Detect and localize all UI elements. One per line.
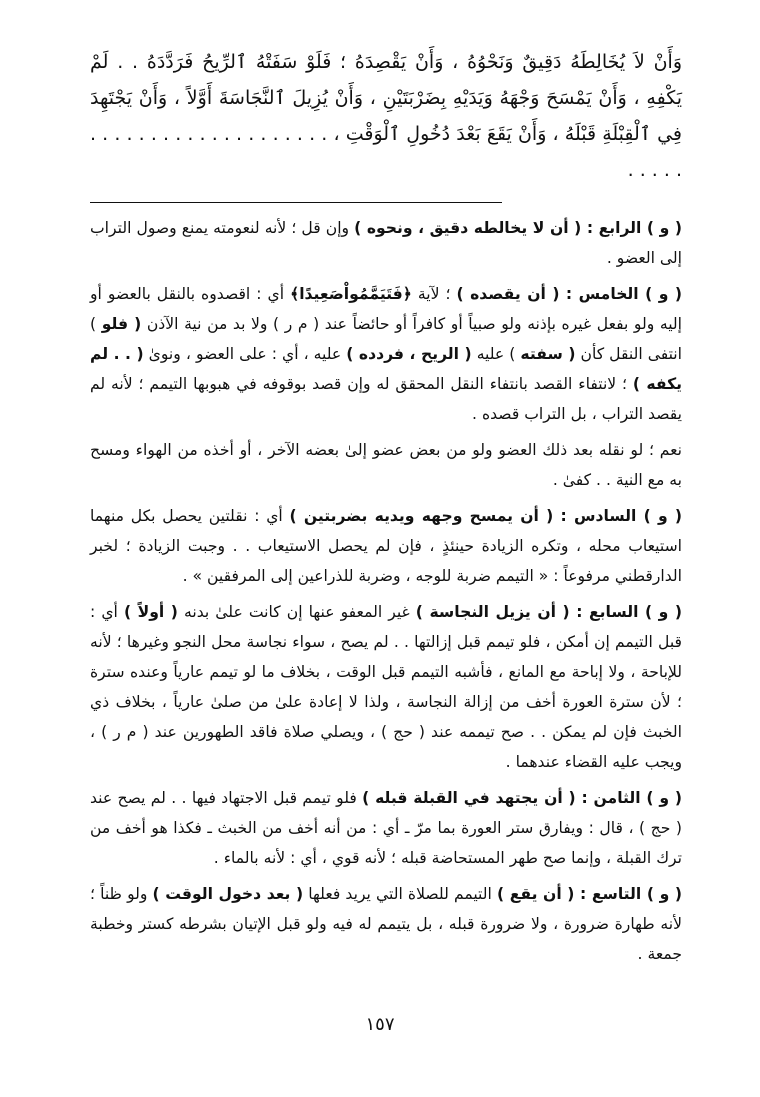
commentary-run: أي : اقصدوه بالنقل بالعضو أو إليه ولو بفعل غيره بإذنه ولو صبياً أو كافراً أو حائضاً عند ( م ر ) ولا بد من نية الآذن <box>90 285 682 333</box>
commentary-paragraph-rabi <box>90 213 682 273</box>
page-number: ١٥٧ <box>365 1014 395 1035</box>
commentary-run: ( سفته <box>520 345 576 363</box>
commentary-run: ( . . لم يكفه ) <box>90 345 682 393</box>
quran-quote: ﴿فَتَيَمَّمُواْصَعِيدًا﴾ <box>290 285 412 303</box>
commentary-run: التيمم للصلاة التي يريد فعلها <box>303 885 497 903</box>
commentary-run: ) عليه <box>471 345 521 363</box>
commentary-paragraph-sabi <box>90 597 682 777</box>
matn-dots: . . . . . . . . . . . . . . . . . . . . . . . . . <box>90 123 682 181</box>
commentary-paragraph-thamin <box>90 783 682 873</box>
commentary-paragraph-sadis <box>90 501 682 591</box>
commentary-run: عليه ، أي : على العضو ، ونوىٰ <box>143 345 347 363</box>
commentary-run: ( أولاً ) <box>123 603 178 621</box>
commentary-paragraph-tasi <box>90 879 682 969</box>
commentary-run: ( و ) السادس : ( أن يمسح وجهه ويديه بضربتين ) <box>289 507 683 525</box>
commentary-run: ؛ لانتفاء القصد بانتفاء النقل المحقق له وإن قصد بوقوفه في هبوبها التيمم ؛ لأنه لم يقصد التراب ، بل التراب قصده . <box>90 375 682 423</box>
matn-text: وَأَنْ لاَ يُخَالِطَهُ دَقِيقٌ وَنَحْوُهُ ، وَأَنْ يَقْصِدَهُ ؛ فَلَوْ سَفَتْهُ ٱلرِّيحُ فَرَدَّدَهُ . . لَمْ يَكْفِهِ ، وَأَنْ يَمْسَحَ وَجْهَهُ وَيَدَيْهِ بِضَرْبَتَيْنِ ، وَأَنْ يُزِيلَ ٱلنَّجَاسَةَ أَوَّلاً ، وَأَنْ يَجْتَهِدَ فِي ٱلْقِبْلَةِ قَبْلَهُ ، وَأَنْ يَقَعَ بَعْدَ دُخُولِ ٱلْوَقْتِ ، <box>90 51 682 145</box>
commentary-run: وإن قل ؛ لأنه لنعومته يمنع وصول التراب إلى العضو . <box>90 219 682 267</box>
commentary-run: ؛ لآية <box>411 285 457 303</box>
commentary-run: ( و ) السابع : ( أن يزيل النجاسة ) <box>415 603 682 621</box>
commentary-paragraph-naam <box>90 435 682 495</box>
commentary-paragraph-khamis <box>90 279 682 429</box>
commentary-run: ) انتفى النقل كأن <box>90 315 682 363</box>
commentary-run: غير المعفو عنها إن كانت علىٰ بدنه <box>177 603 416 621</box>
commentary-run: ( الريح ، فردده ) <box>346 345 472 363</box>
commentary-run: ( فلو <box>101 315 142 333</box>
commentary-run: ( بعد دخول الوقت ) <box>152 885 304 903</box>
commentary-run: نعم ؛ لو نقله بعد ذلك العضو ولو من بعض عضو إلىٰ بعضه الآخر ، أو أخذه من الهواء ومسح به مع النية . . كفىٰ . <box>90 441 682 489</box>
commentary-run: ( و ) الثامن : ( أن يجتهد في القبلة قبله ) <box>362 789 682 807</box>
commentary-run: ( و ) التاسع : ( أن يقع ) <box>496 885 682 903</box>
commentary-run: أي : قبل التيمم إن أمكن ، فلو تيمم قبل إزالتها . . لم يصح ، سواء نجاسة محل النجو وغيرها ؛ لأنه للإباحة ، ولا إباحة مع المانع ، فأشبه التيمم قبل الوقت ، بخلاف ما لو تيمم عارياً وعنده سترة ؛ لأن سترة العورة أخف من إزالة النجاسة ، ولذا لا إعادة علىٰ من صلىٰ عارياً ، بخلاف ذي الخبث فإن لم يمكن . . صح تيممه عند ( حج ) ، ويصلي صلاة فاقد الطهورين عند ( م ر ) ، ويجب عليه القضاء عندهما . <box>90 603 682 771</box>
separator-rule <box>90 202 502 203</box>
commentary-run: ولو ظناً ؛ لأنه طهارة ضرورة ، ولا ضرورة قبله ، بل يتيمم له فيه ولو قبل الإتيان بشرطه كستر وخطبة جمعة . <box>90 885 682 963</box>
commentary-run: ( و ) الرابع : ( أن لا يخالطه دقيق ، ونحوه ) <box>354 219 682 237</box>
commentary-section <box>90 213 682 969</box>
commentary-run: أي : نقلتين يحصل بكل منهما استيعاب محله ، وتكره الزيادة حينئذٍ ، فإن لم يحصل الاستيعاب . . وجبت الزيادة ؛ لخبر الدارقطني مرفوعاً : « التيمم ضربة للوجه ، وضربة للذراعين إلى المرفقين » . <box>90 507 682 585</box>
commentary-run: فلو تيمم قبل الاجتهاد فيها . . لم يصح عند ( حج ) ، قال : ويفارق ستر العورة بما مرّ ـ أي : من أنه أخف من الخبث ـ فكذا هو أخف من ترك القبلة ، وإنما صح طهر المستحاضة قبله ؛ لأنه قوي ، أي : لأنه بالماء . <box>90 789 682 867</box>
commentary-run: ( و ) الخامس : ( أن يقصده ) <box>456 285 683 303</box>
matn-text-block <box>90 44 682 188</box>
